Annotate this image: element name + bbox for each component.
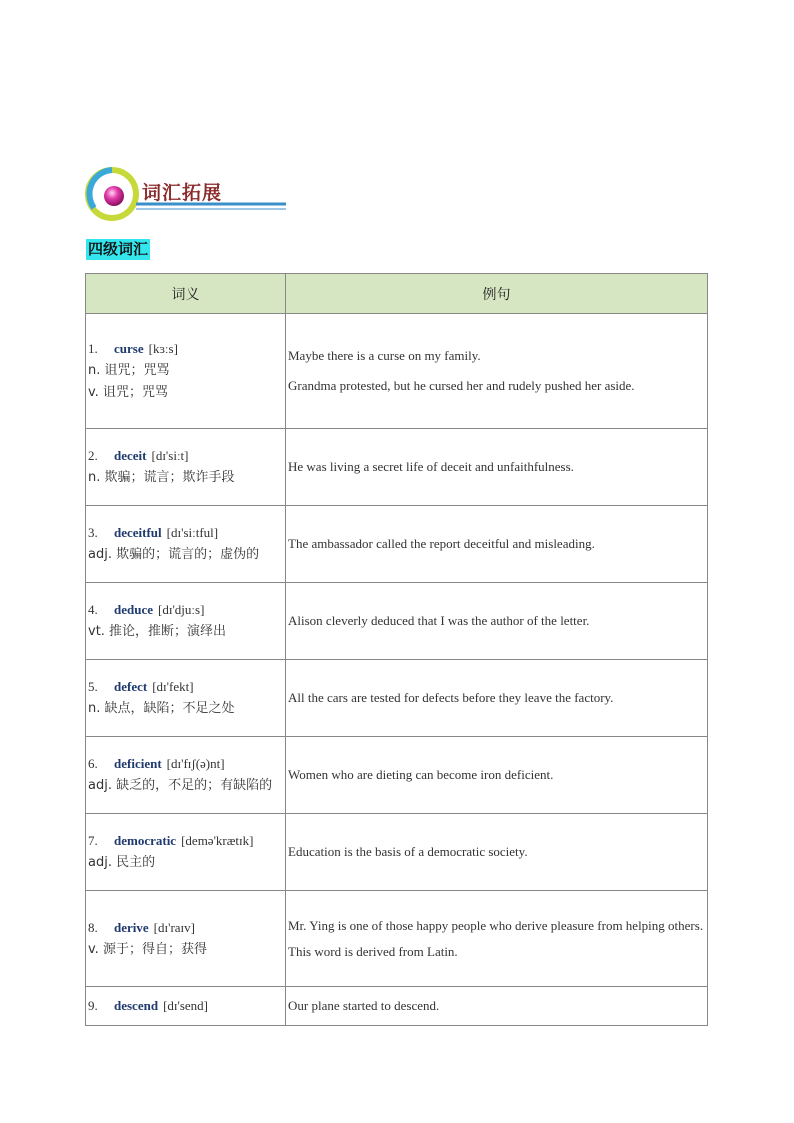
meaning: n. 缺点，缺陷；不足之处 <box>88 701 235 716</box>
word: defect <box>114 679 148 694</box>
table-row <box>86 583 708 660</box>
example-sentence: Education is the basis of a democratic society. <box>288 844 528 859</box>
example-sentence: The ambassador called the report deceitful and misleading. <box>288 536 595 551</box>
table-row <box>86 814 708 891</box>
example-sentence: He was living a secret life of deceit and unfaithfulness. <box>288 459 574 474</box>
word-cell <box>86 987 286 1026</box>
example-sentence: Women who are dieting can become iron deficient. <box>288 767 554 782</box>
word-number: 6. <box>88 756 98 771</box>
vocab-table <box>85 273 708 1026</box>
example-cell <box>286 660 708 737</box>
word-cell <box>86 660 286 737</box>
example-sentence: Mr. Ying is one of those happy people who derive pleasure from helping others. <box>288 917 704 933</box>
meaning: adj. 民主的 <box>88 855 156 870</box>
table-row <box>86 506 708 583</box>
meaning: vt. 推论，推断；演绎出 <box>88 624 227 639</box>
meaning: n. 欺骗；谎言；欺诈手段 <box>88 470 235 485</box>
header-meaning: 词义 <box>86 274 286 314</box>
phonetic: [demə'krætɪk] <box>181 833 254 848</box>
example-cell <box>286 583 708 660</box>
word: deficient <box>114 756 162 771</box>
table-row <box>86 891 708 987</box>
word-cell <box>86 429 286 506</box>
phonetic: [dɪ'djuːs] <box>158 602 205 617</box>
phonetic: [dɪ'siːtful] <box>166 525 219 540</box>
example-cell <box>286 737 708 814</box>
word: derive <box>114 919 149 935</box>
meaning: v. 源于；得自；获得 <box>88 941 207 957</box>
word-number: 3. <box>88 525 98 540</box>
word-number: 4. <box>88 602 98 617</box>
example-cell <box>286 987 708 1026</box>
word-number: 7. <box>88 833 98 848</box>
table-row <box>86 737 708 814</box>
word: deduce <box>114 602 153 617</box>
table-row <box>86 987 708 1026</box>
word-number: 2. <box>88 448 98 463</box>
example-sentence: Alison cleverly deduced that I was the author of the letter. <box>288 613 590 628</box>
word-cell <box>86 814 286 891</box>
example-sentence: All the cars are tested for defects before they leave the factory. <box>288 690 614 705</box>
table-row <box>86 314 708 429</box>
phonetic: [kɜːs] <box>148 341 178 356</box>
word-cell <box>86 737 286 814</box>
word-cell <box>86 583 286 660</box>
word: deceitful <box>114 525 162 540</box>
table-header-row <box>86 274 708 314</box>
table-row <box>86 429 708 506</box>
phonetic: [dɪ'fekt] <box>152 679 194 694</box>
example-sentence: Maybe there is a curse on my family. <box>288 348 481 363</box>
word-cell <box>86 506 286 583</box>
word: curse <box>114 341 144 356</box>
table-row <box>86 660 708 737</box>
phonetic: [dɪ'fɪʃ(ə)nt] <box>166 756 225 771</box>
word-number: 9. <box>88 998 98 1013</box>
example-cell <box>286 814 708 891</box>
meaning: adj. 欺骗的；谎言的；虚伪的 <box>88 547 260 562</box>
header-example: 例句 <box>286 274 708 314</box>
word-cell <box>86 314 286 429</box>
meaning: adj. 缺乏的，不足的；有缺陷的 <box>88 778 273 793</box>
word-cell <box>86 891 286 987</box>
example-cell <box>286 429 708 506</box>
meaning: n. 诅咒；咒骂 <box>88 363 170 378</box>
section-banner <box>84 164 294 222</box>
example-sentence: Grandma protested, but he cursed her and rudely pushed her aside. <box>288 378 635 393</box>
word-number: 5. <box>88 679 98 694</box>
example-sentence: Our plane started to descend. <box>288 998 440 1013</box>
word: deceit <box>114 448 147 463</box>
example-cell <box>286 314 708 429</box>
meaning: v. 诅咒；咒骂 <box>88 385 168 400</box>
example-sentence: This word is derived from Latin. <box>288 943 458 959</box>
word: democratic <box>114 833 177 848</box>
phonetic: [dɪ'siːt] <box>151 448 189 463</box>
phonetic: [dɪ'send] <box>163 998 209 1013</box>
example-cell <box>286 891 708 987</box>
word: descend <box>114 998 159 1013</box>
section-label: 四级词汇 <box>88 240 149 258</box>
word-number: 8. <box>88 919 98 935</box>
phonetic: [dɪ'raɪv] <box>153 919 195 935</box>
example-cell <box>286 506 708 583</box>
word-number: 1. <box>88 341 98 356</box>
banner-title: 词汇拓展 <box>142 182 223 204</box>
